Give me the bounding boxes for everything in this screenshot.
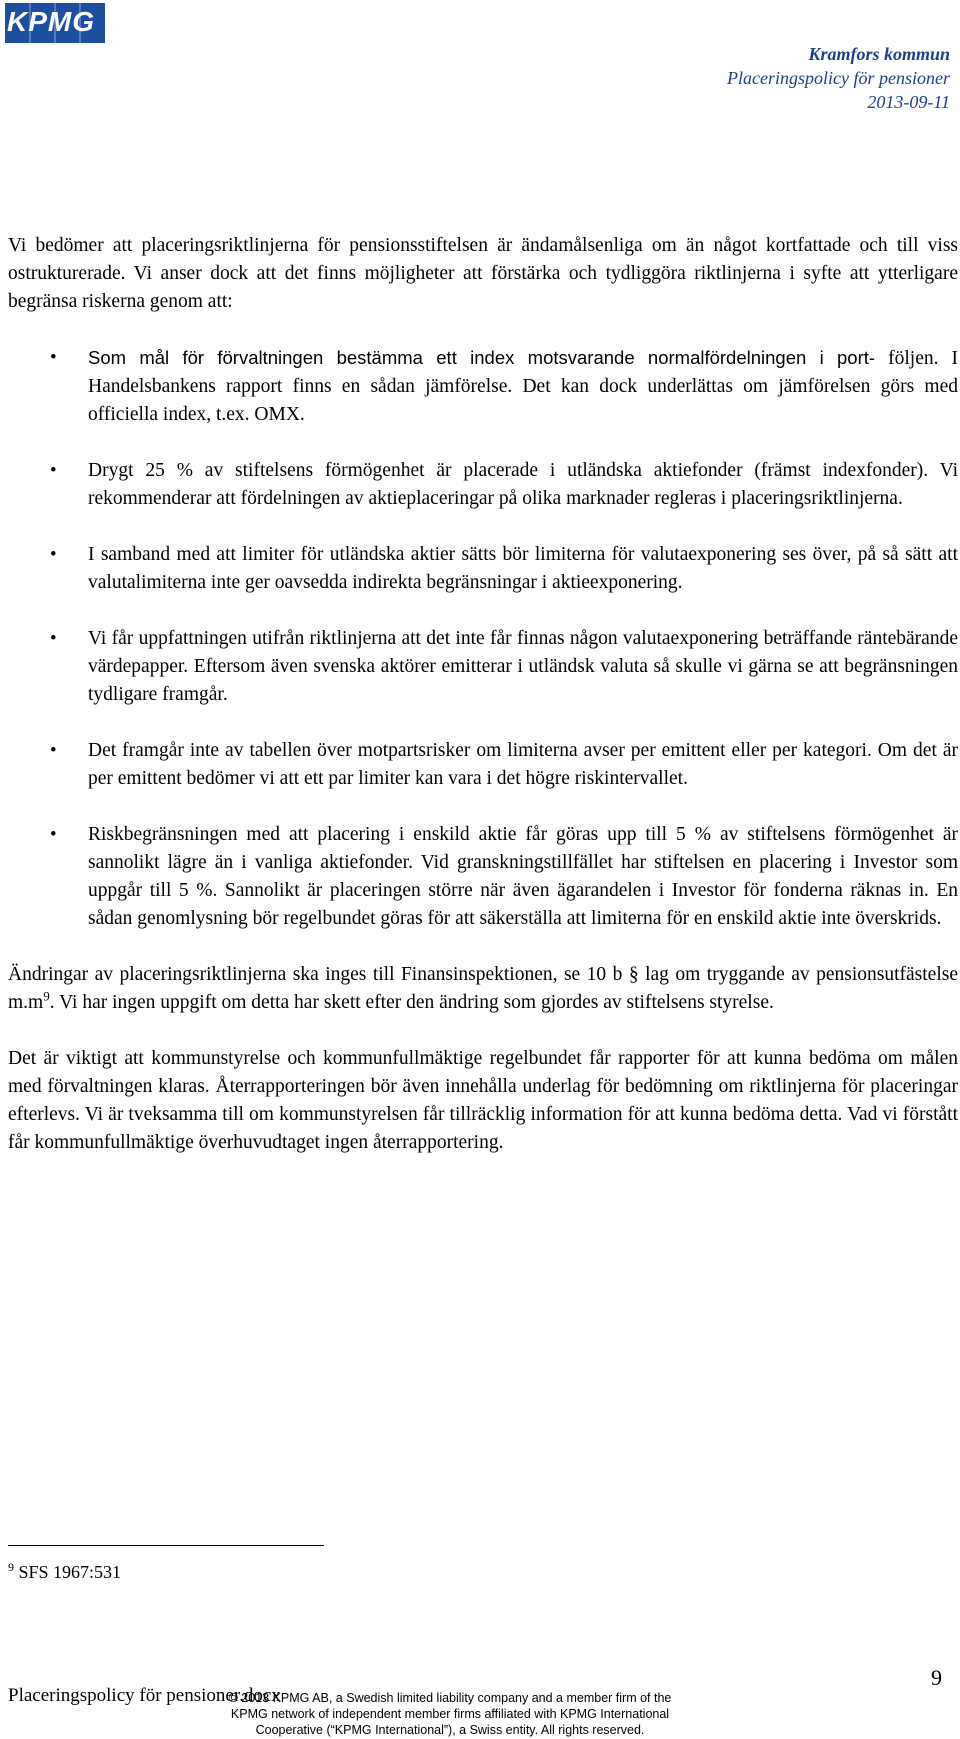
footnote xyxy=(8,1562,121,1583)
bullet-icon: • xyxy=(50,460,57,481)
bullet-icon: • xyxy=(50,628,57,649)
header-date: 2013-09-11 xyxy=(867,92,950,112)
bullet-icon: • xyxy=(50,544,57,565)
list-item xyxy=(8,457,958,513)
bullet-icon: • xyxy=(50,824,57,845)
list-item-first-line: Som mål för förvaltningen bestämma ett index motsvarande normalfördelningen i port- xyxy=(88,347,876,368)
document-header xyxy=(727,42,950,114)
bullet-icon: • xyxy=(50,740,57,761)
bullet-icon: • xyxy=(50,347,57,368)
list-item xyxy=(8,541,958,597)
list-item xyxy=(8,344,958,429)
list-item-text: Drygt 25 % av stiftelsens förmögenhet är placerade i utländska aktiefonder (främst indexfonder). Vi rekommenderar att fördelningen av aktieplaceringar på olika marknader regleras i placeringsriktlinjerna. xyxy=(88,460,958,509)
reporting-paragraph: Det är viktigt att kommunstyrelse och kommunfullmäktige regelbundet får rapporter för att kunna bedöma om målen med förvaltningen klaras. Återrapporteringen bör även innehålla underlag för bedömning om riktlinjerna för placeringar efterlevs. Vi är tveksamma till om kommunstyrelsen får tillräcklig information för att kunna bedöma detta. Vad vi förstått får kommunfullmäktige överhuvudtaget ingen återrapportering. xyxy=(8,1048,958,1153)
changes-paragraph xyxy=(8,961,958,1017)
copyright-line: Cooperative (“KPMG International”), a Swiss entity. All rights reserved. xyxy=(255,1723,645,1737)
kpmg-logo xyxy=(5,3,105,43)
copyright-notice xyxy=(200,1690,700,1738)
list-item xyxy=(8,737,958,793)
list-item-text: Vi får uppfattningen utifrån riktlinjerna att det inte får finnas någon valutaexponering beträffande räntebärande värdepapper. Eftersom även svenska aktörer emitterar i utländsk valuta så skulle vi gärna se att begränsningen tydligare framgår. xyxy=(88,628,958,705)
page-number: 9 xyxy=(931,1665,942,1690)
copyright-line: © 2013 KPMG AB, a Swedish limited liability company and a member firm of the xyxy=(228,1691,672,1705)
changes-text: Ändringar av placeringsriktlinjerna ska inges till Finansinspektionen, se 10 b § lag om tryggande av pensionsutfästelse m.m xyxy=(8,964,958,1013)
main-content xyxy=(8,232,958,1185)
list-item-text: Det framgår inte av tabellen över motpartsrisker om limiterna avser per emittent eller per kategori. Om det är per emittent bedömer vi att ett par limiter kan vara i det högre riskintervallet. xyxy=(88,740,958,789)
footnote-separator xyxy=(8,1545,324,1546)
header-organization: Kramfors kommun xyxy=(808,44,950,64)
list-item xyxy=(8,821,958,933)
recommendation-list xyxy=(8,344,958,933)
footnote-reference[interactable]: 9 xyxy=(43,988,50,1004)
intro-paragraph: Vi bedömer att placeringsriktlinjerna för pensionsstiftelsen är ändamålsenliga om än något kortfattade och till viss ostrukturerade. Vi anser dock att det finns möjligheter att förstärka och tydliggöra riktlinjerna i syfte att ytterligare begränsa riskerna genom att: xyxy=(8,235,958,312)
list-item-text: Riskbegränsningen med att placering i enskild aktie får göras upp till 5 % av stiftelsens förmögenhet är sannolikt lägre än i vanliga aktiefonder. Vid granskningstillfället har stiftelsen en placering i Investor som uppgår till 5 %. Sannolikt är placeringen större när även ägarandelen i Investor för fonderna räknas in. En sådan genomlysning bör regelbundet göras för att säkerställa att limiterna för en enskild aktie inte överskrids. xyxy=(88,824,958,929)
changes-text-continued: . Vi har ingen uppgift om detta har skett efter den ändring som gjordes av stiftelsens styrelse. xyxy=(49,992,774,1013)
header-document-title: Placeringspolicy för pensioner xyxy=(727,68,950,88)
list-item-text: följen. I Handelsbankens rapport finns en sådan jämförelse. Det kan dock underlättas om jämförelsen görs med officiella index, t.ex. OMX. xyxy=(88,348,959,425)
copyright-line: KPMG network of independent member firms affiliated with KPMG International xyxy=(230,1707,670,1721)
footer-filename: Placeringspolicy för pensioner.docx xyxy=(8,1685,281,1706)
list-item xyxy=(8,625,958,709)
footnote-text: SFS 1967:531 xyxy=(14,1562,122,1582)
logo-text: KPMG xyxy=(7,6,95,37)
footnote-number: 9 xyxy=(8,1560,14,1574)
list-item-text: I samband med att limiter för utländska aktier sätts bör limiterna för valutaexponering ses över, på så sätt att valutalimiterna inte ger oavsedda indirekta begränsningar i aktieexponering. xyxy=(88,544,958,593)
